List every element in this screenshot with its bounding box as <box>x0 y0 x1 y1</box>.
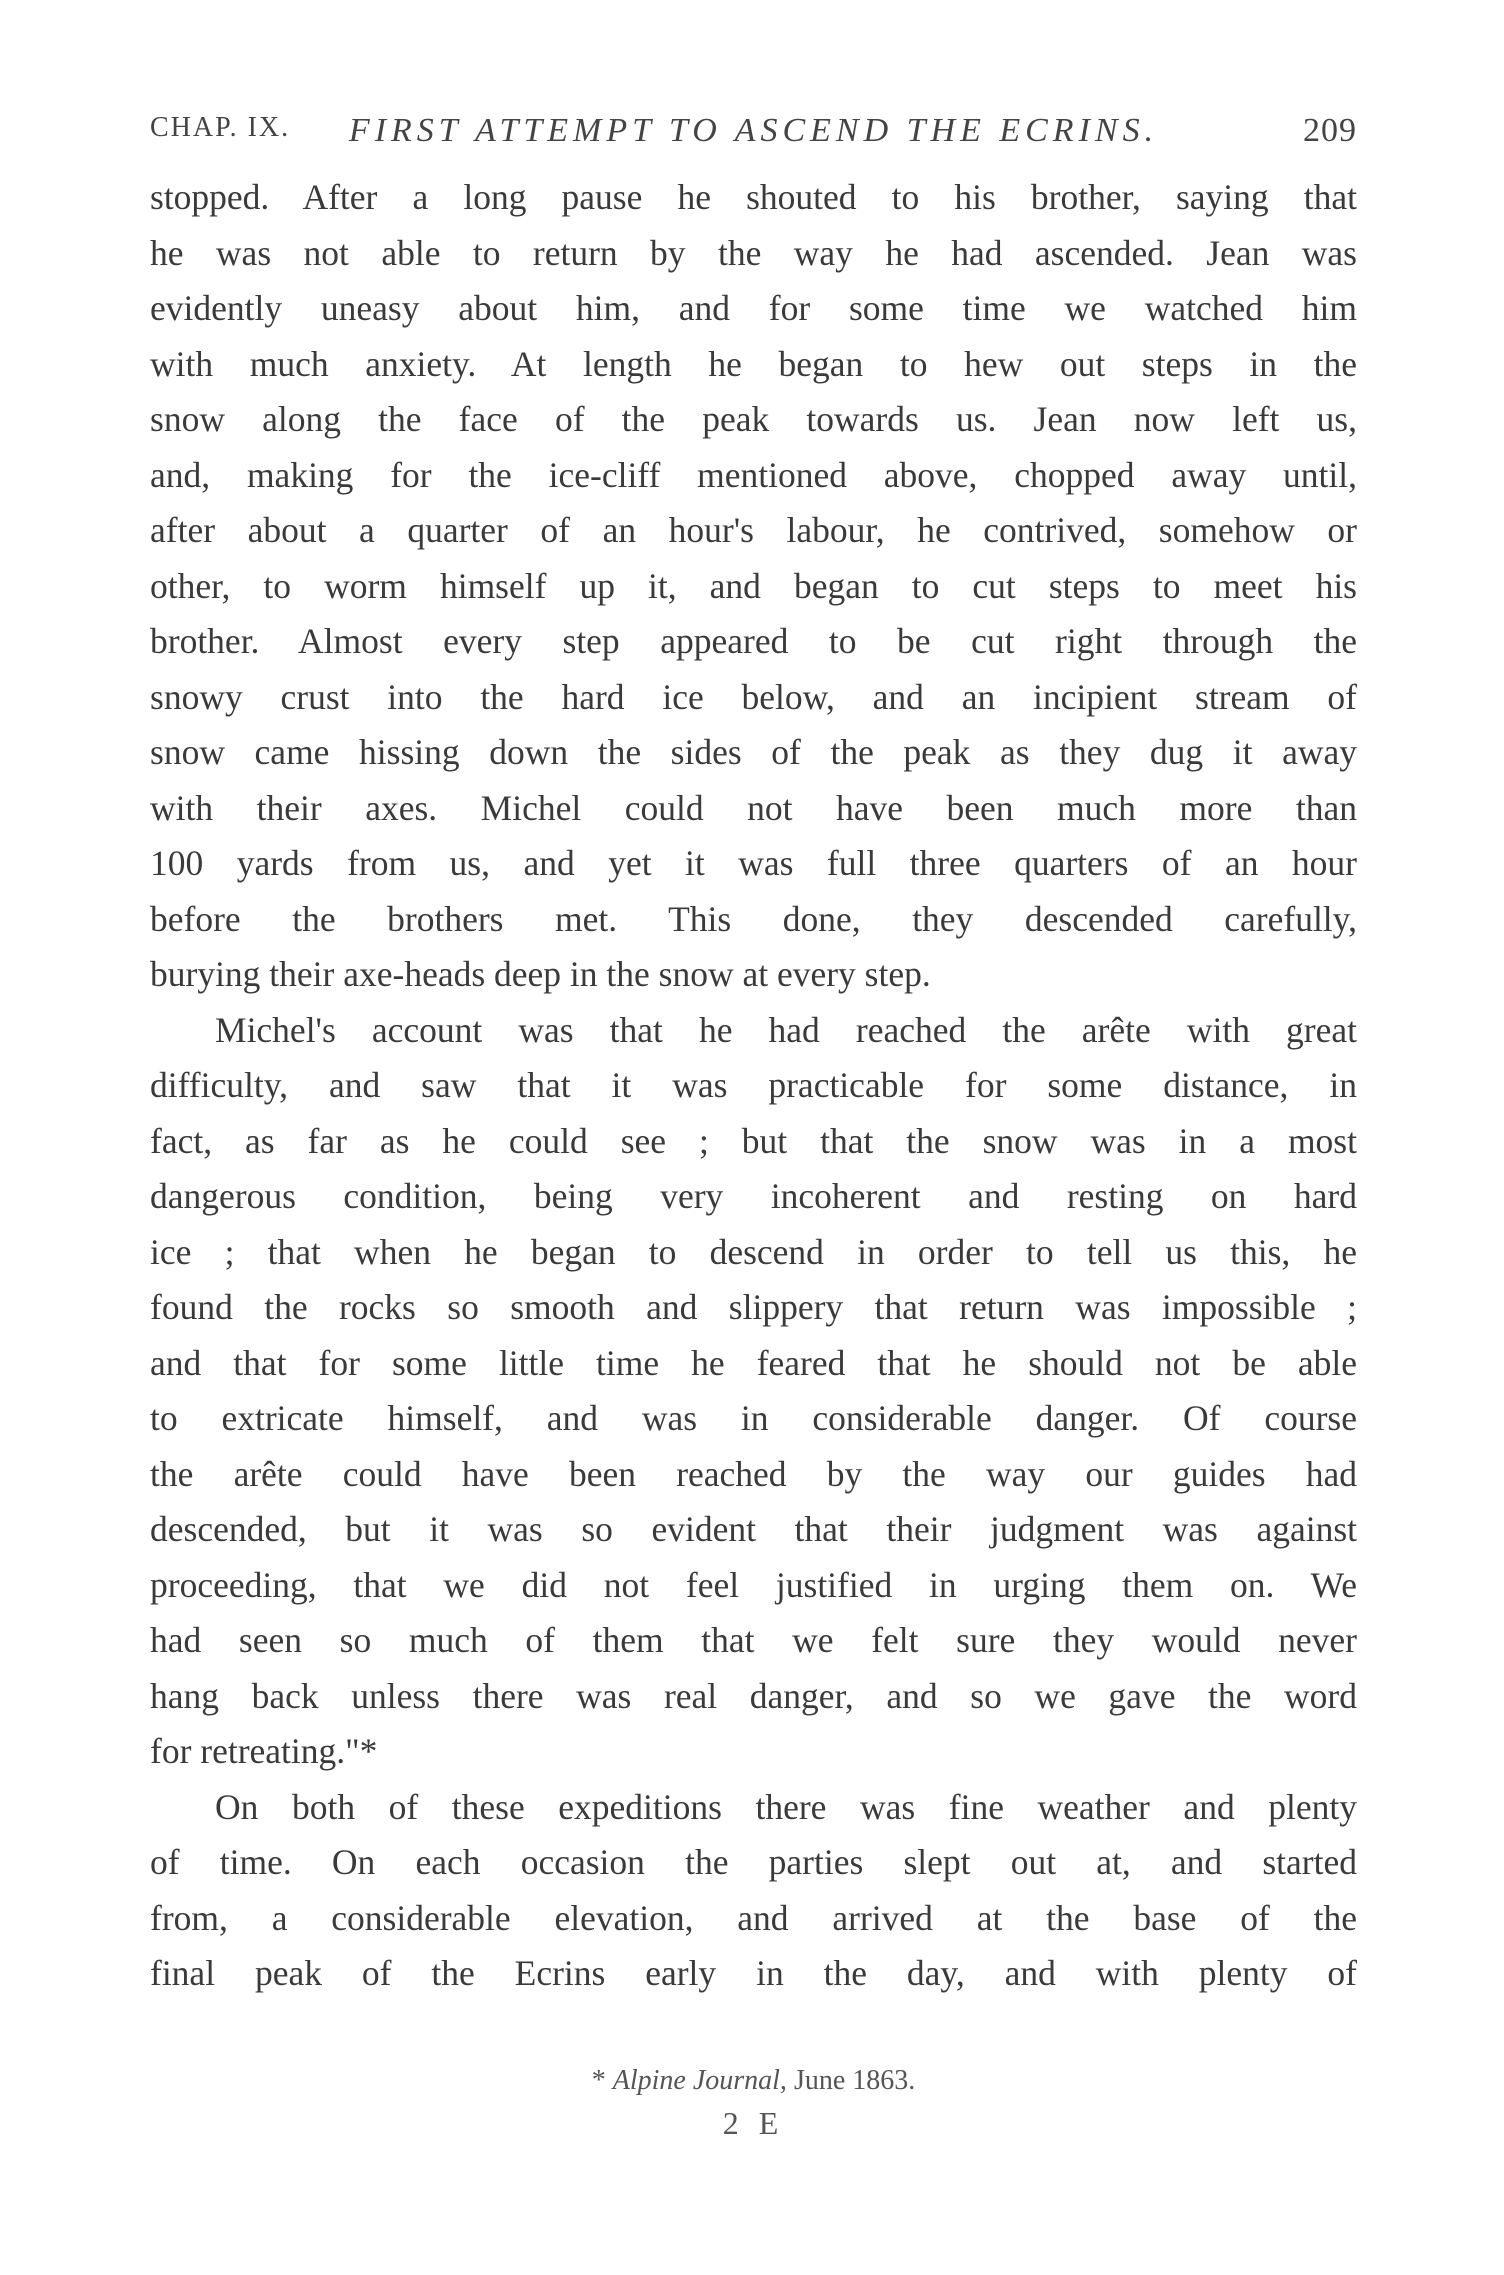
text-line: for retreating."* <box>150 1731 378 1771</box>
text-line: with much anxiety. At length he began to hew out steps in the <box>150 343 1357 384</box>
footnote-source: Alpine Journal, <box>612 2065 787 2096</box>
text-line: stopped. After a long pause he shouted to his brother, saying that <box>150 177 1357 217</box>
text-line: evidently uneasy about him, and for some time we watched him <box>150 288 1357 328</box>
running-head <box>150 112 1357 162</box>
text-line: burying their axe-heads deep in the snow at every step. <box>150 954 931 994</box>
text-line: descended, but it was so evident that their judgment was against <box>150 1509 1357 1549</box>
text-line: difficulty, and saw that it was practicable for some distance, in <box>150 1065 1357 1105</box>
text-line: dangerous condition, being very incoherent and resting on hard <box>150 1176 1357 1216</box>
text-line: and that for some little time he feared that he should not be able <box>150 1342 1357 1383</box>
text-line: snowy crust into the hard ice below, and an incipient stream of <box>150 676 1357 717</box>
body-text <box>150 170 1357 2002</box>
text-line: snow along the face of the peak towards us. Jean now left us, <box>150 399 1357 439</box>
text-line: other, to worm himself up it, and began to cut steps to meet his <box>150 565 1357 606</box>
text-line: final peak of the Ecrins early in the day, and with plenty of <box>150 1953 1357 1993</box>
text-line: before the brothers met. This done, they descended carefully, <box>150 898 1357 939</box>
text-line: with their axes. Michel could not have been much more than <box>150 787 1357 828</box>
text-line: after about a quarter of an hour's labour, he contrived, somehow or <box>150 510 1357 550</box>
text-line: brother. Almost every step appeared to be cut right through the <box>150 621 1357 661</box>
text-line: hang back unless there was real danger, and so we gave the word <box>150 1675 1357 1716</box>
running-title: FIRST ATTEMPT TO ASCEND THE ECRINS. <box>348 112 1159 149</box>
text-line: fact, as far as he could see ; but that the snow was in a most <box>150 1120 1357 1161</box>
page-number: 209 <box>1303 112 1357 149</box>
text-line: he was not able to return by the way he had ascended. Jean was <box>150 232 1357 273</box>
text-line: from, a considerable elevation, and arrived at the base of the <box>150 1897 1357 1938</box>
printer-signature-mark: 2 E <box>722 2105 785 2141</box>
text-line: proceeding, that we did not feel justified in urging them on. We <box>150 1564 1357 1605</box>
footnote <box>150 2065 1357 2097</box>
text-line: of time. On each occasion the parties slept out at, and started <box>150 1842 1357 1882</box>
text-line: found the rocks so smooth and slippery that return was impossible ; <box>150 1287 1357 1327</box>
text-line: and, making for the ice-cliff mentioned above, chopped away until, <box>150 454 1357 495</box>
chapter-label: CHAP. IX. <box>150 112 291 143</box>
text-line: Michel's account was that he had reached the arête with great <box>215 1009 1357 1050</box>
text-line: 100 yards from us, and yet it was full three quarters of an hour <box>150 843 1357 883</box>
text-line: ice ; that when he began to descend in order to tell us this, he <box>150 1231 1357 1272</box>
text-line: snow came hissing down the sides of the peak as they dug it away <box>150 732 1357 772</box>
text-line: the arête could have been reached by the way our guides had <box>150 1453 1357 1494</box>
text-line: to extricate himself, and was in considerable danger. Of course <box>150 1398 1357 1438</box>
footnote-mark: * <box>591 2065 606 2096</box>
text-line: had seen so much of them that we felt sure they would never <box>150 1620 1357 1660</box>
text-line: On both of these expeditions there was fine weather and plenty <box>215 1786 1357 1827</box>
footnote-date: June 1863. <box>793 2065 916 2096</box>
